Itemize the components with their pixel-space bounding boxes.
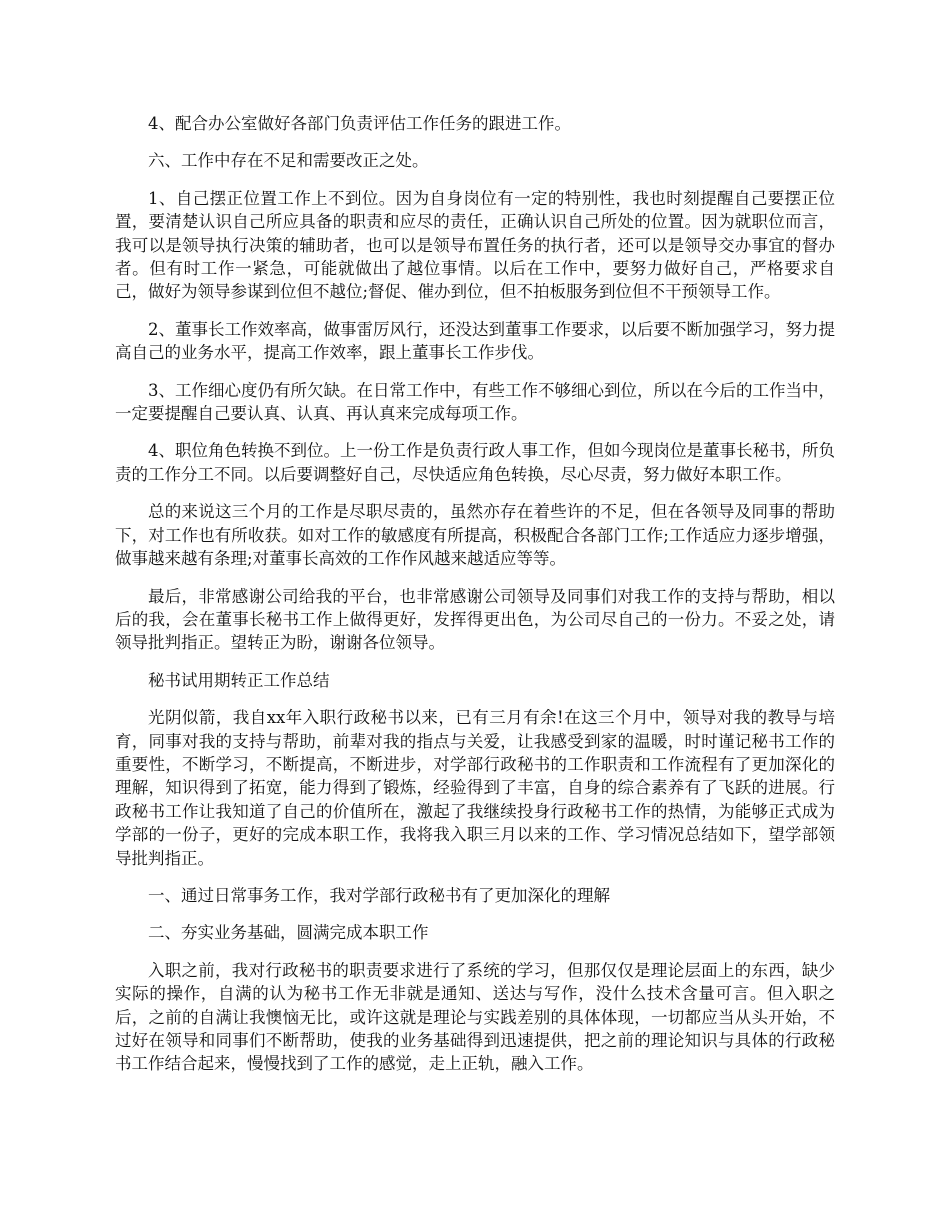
paragraph-carefulness: 3、工作细心度仍有所欠缺。在日常工作中，有些工作不够细心到位，所以在今后的工作当中，一定要提醒自己要认真、认真、再认真来完成每项工作。 [115, 380, 835, 424]
paragraph-role-transition: 4、职位角色转换不到位。上一份工作是负责行政人事工作，但如今现岗位是董事长秘书，所负责的工作分工不同。以后要调整好自己，尽快适应角色转换，尽心尽责，努力做好本职工作。 [115, 441, 835, 484]
paragraph-item-4-followup: 4、配合办公室做好各部门负责评估工作任务的跟进工作。 [148, 114, 571, 133]
document-body [115, 112, 835, 1090]
section-title-secretary-summary: 秘书试用期转正工作总结 [148, 670, 330, 690]
paragraph-summary: 总的来说这三个月的工作是尽职尽责的，虽然亦存在着些许的不足，但在各领导及同事的帮助下，对工作也有所收获。如对工作的敏感度有所提高，积极配合各部门工作;工作适应力逐步增强，做事越来越有条理;对董事长高效的工作作风越来越适应等等。 [115, 502, 835, 569]
section-heading-foundation: 二、夯实业务基础，圆满完成本职工作 [148, 923, 429, 943]
paragraph-before-joining: 入职之前，我对行政秘书的职责要求进行了系统的学习，但那仅仅是理论层面上的东西，缺少实际的操作，自满的认为秘书工作无非就是通知、送达与写作，没什么技术含量可言。但入职之后，之前的自满让我懊恼无比，或许这就是理论与实践差别的具体体现，一切都应当从头开始，不过好在领导和同事们不断帮助，使我的业务基础得到迅速提供，把之前的理论知识与具体的行政秘书工作结合起来，慢慢找到了工作的感觉，走上正轨，融入工作。 [115, 960, 835, 1074]
section-heading-shortcomings: 六、工作中存在不足和需要改正之处。 [148, 151, 429, 171]
paragraph-thanks: 最后，非常感谢公司给我的平台，也非常感谢公司领导及同事们对我工作的支持与帮助，相以后的我，会在董事长秘书工作上做得更好，发挥得更出色，为公司尽自己的一份力。不妥之处，请领导批判指正。望转正为盼，谢谢各位领导。 [115, 586, 835, 653]
paragraph-intro: 光阴似箭，我自xx年入职行政秘书以来，已有三月有余!在这三个月中，领导对我的教导与培育，同事对我的支持与帮助，前辈对我的指点与关爱，让我感受到家的温暖，时时谨记秘书工作的重要性，不断学习，不断提高，不断进步，对学部行政秘书的工作职责和工作流程有了更加深化的理解，知识得到了拓宽，能力得到了锻炼，经验得到了丰富，自身的综合素养有了飞跃的进展。行政秘书工作让我知道了自己的价值所在，激起了我继续投身行政秘书工作的热情，为能够正式成为学部的一份子，更好的完成本职工作，我将我入职三月以来的工作、学习情况总结如下，望学部领导批判指正。 [115, 708, 835, 868]
paragraph-position: 1、自己摆正位置工作上不到位。因为自身岗位有一定的特别性，我也时刻提醒自己要摆正位置，要清楚认识自己所应具备的职责和应尽的责任，正确认识自己所处的位置。因为就职位而言，我可以是领导执行决策的辅助者，也可以是领导布置任务的执行者，还可以是领导交办事宜的督办者。但有时工作一紧急，可能就做出了越位事情。以后在工作中，要努力做好自己，严格要求自己，做好为领导参谋到位但不越位;督促、催办到位，但不拍板服务到位但不干预领导工作。 [115, 188, 835, 302]
paragraph-efficiency: 2、董事长工作效率高，做事雷厉风行，还没达到董事工作要求，以后要不断加强学习，努力提高自己的业务水平，提高工作效率，跟上董事长工作步伐。 [115, 319, 835, 363]
section-heading-understanding: 一、通过日常事务工作，我对学部行政秘书有了更加深化的理解 [148, 885, 610, 905]
